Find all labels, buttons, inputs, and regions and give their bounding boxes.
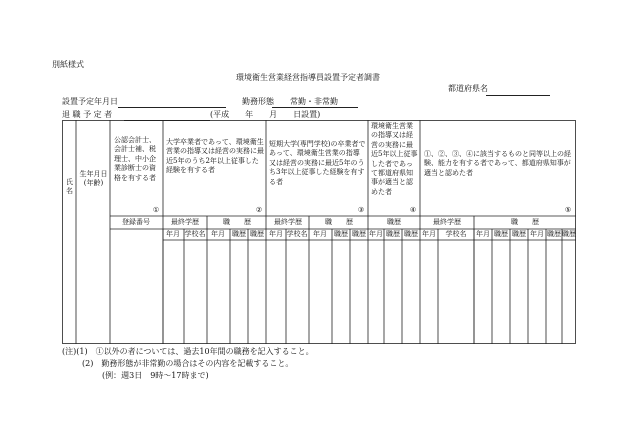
col1-number: ①	[152, 206, 160, 214]
year-month-cell: 年月	[422, 230, 436, 238]
work-type-line	[272, 107, 358, 108]
year-month-cell: 年月	[476, 230, 490, 238]
career-cell: 職歴	[334, 230, 348, 238]
col3-number: ③	[357, 206, 365, 214]
final-edu-header-5: 最終学歴	[433, 218, 461, 226]
col2-description: 大学卒業者であって、環境衛生営業の指導又は経営の実務に最近5年のうち2年以上従事した経験を有する者	[166, 138, 264, 175]
retiree-date-note: (平成 年 月 日設置)	[210, 110, 321, 119]
col5-number: ⑤	[564, 206, 572, 214]
note-example: (例：週3日 9時〜17時まで)	[102, 371, 209, 380]
reg-no-header: 登録番号	[122, 218, 150, 226]
schedule-date-line	[118, 107, 226, 108]
career-cell: 職歴	[352, 230, 366, 238]
col-name-header: 氏名	[66, 178, 73, 196]
career-header-5: 職 歴	[511, 218, 539, 226]
career-header-3: 職 歴	[325, 218, 353, 226]
document-title: 環境衛生営業経営指導員設置予定者調書	[236, 73, 380, 82]
year-month-cell: 年月	[530, 230, 544, 238]
prefecture-field-line	[486, 95, 550, 96]
col4-number: ④	[409, 206, 417, 214]
career-header-2: 職 歴	[223, 218, 251, 226]
year-month-cell: 年月	[211, 230, 225, 238]
retiree-label: 退 職 予 定 者	[62, 110, 113, 119]
col1-description: 公認会計士、会計士補、税理士、中小企業診断士の資格を有する者	[114, 136, 156, 182]
col2-number: ②	[255, 206, 263, 214]
school-name-cell: 学校名	[286, 230, 308, 238]
work-type-value: 常勤・非常勤	[290, 97, 338, 106]
career-cell: 職歴	[404, 230, 418, 238]
career-cell: 職歴	[547, 230, 561, 238]
school-name-cell: 学校名	[184, 230, 206, 238]
year-month-cell: 年月	[269, 230, 283, 238]
note-1: (注)(1) ①以外の者については、過去10年間の職務を記入すること。	[62, 347, 314, 356]
career-cell: 職歴	[250, 230, 264, 238]
year-month-cell: 年月	[369, 230, 383, 238]
career-cell: 職歴	[386, 230, 400, 238]
career-cell: 職歴	[562, 230, 576, 238]
year-month-cell: 年月	[313, 230, 327, 238]
staff-table	[62, 120, 576, 344]
career-header-4: 職歴	[387, 218, 401, 226]
career-cell: 職歴	[494, 230, 508, 238]
career-cell: 職歴	[512, 230, 526, 238]
career-cell: 職歴	[232, 230, 246, 238]
col3-description: 短期大学(専門学校)の卒業者であって、環境衛生営業の指導又は経営の実務に最近5年のうち3年以上従事した経験を有する者	[269, 140, 366, 186]
col4-description: 環境衛生営業の指導又は経営の実務に最近5年以上従事した者であって都道府県知事が適当と認めた者	[371, 122, 418, 196]
col-birth-header: 生年月日(年齢)	[79, 170, 108, 188]
work-type-label: 勤務形態	[242, 97, 274, 106]
form-label: 別紙様式	[52, 60, 84, 69]
note-2: (2) 勤務形態が非常勤の場合はその内容を記載すること。	[82, 359, 294, 368]
schedule-date-label: 設置予定年月日	[62, 97, 118, 106]
school-name-cell: 学校名	[445, 230, 467, 238]
final-edu-header-2: 最終学歴	[171, 218, 199, 226]
year-month-cell: 年月	[166, 230, 180, 238]
final-edu-header-3: 最終学歴	[274, 218, 302, 226]
col5-description: ①、②、③、④に該当するものと同等以上の経験、能力を有する者であって、都道府県知事が適当と認めた者	[424, 150, 571, 177]
prefecture-label: 都道府県名	[448, 84, 488, 93]
